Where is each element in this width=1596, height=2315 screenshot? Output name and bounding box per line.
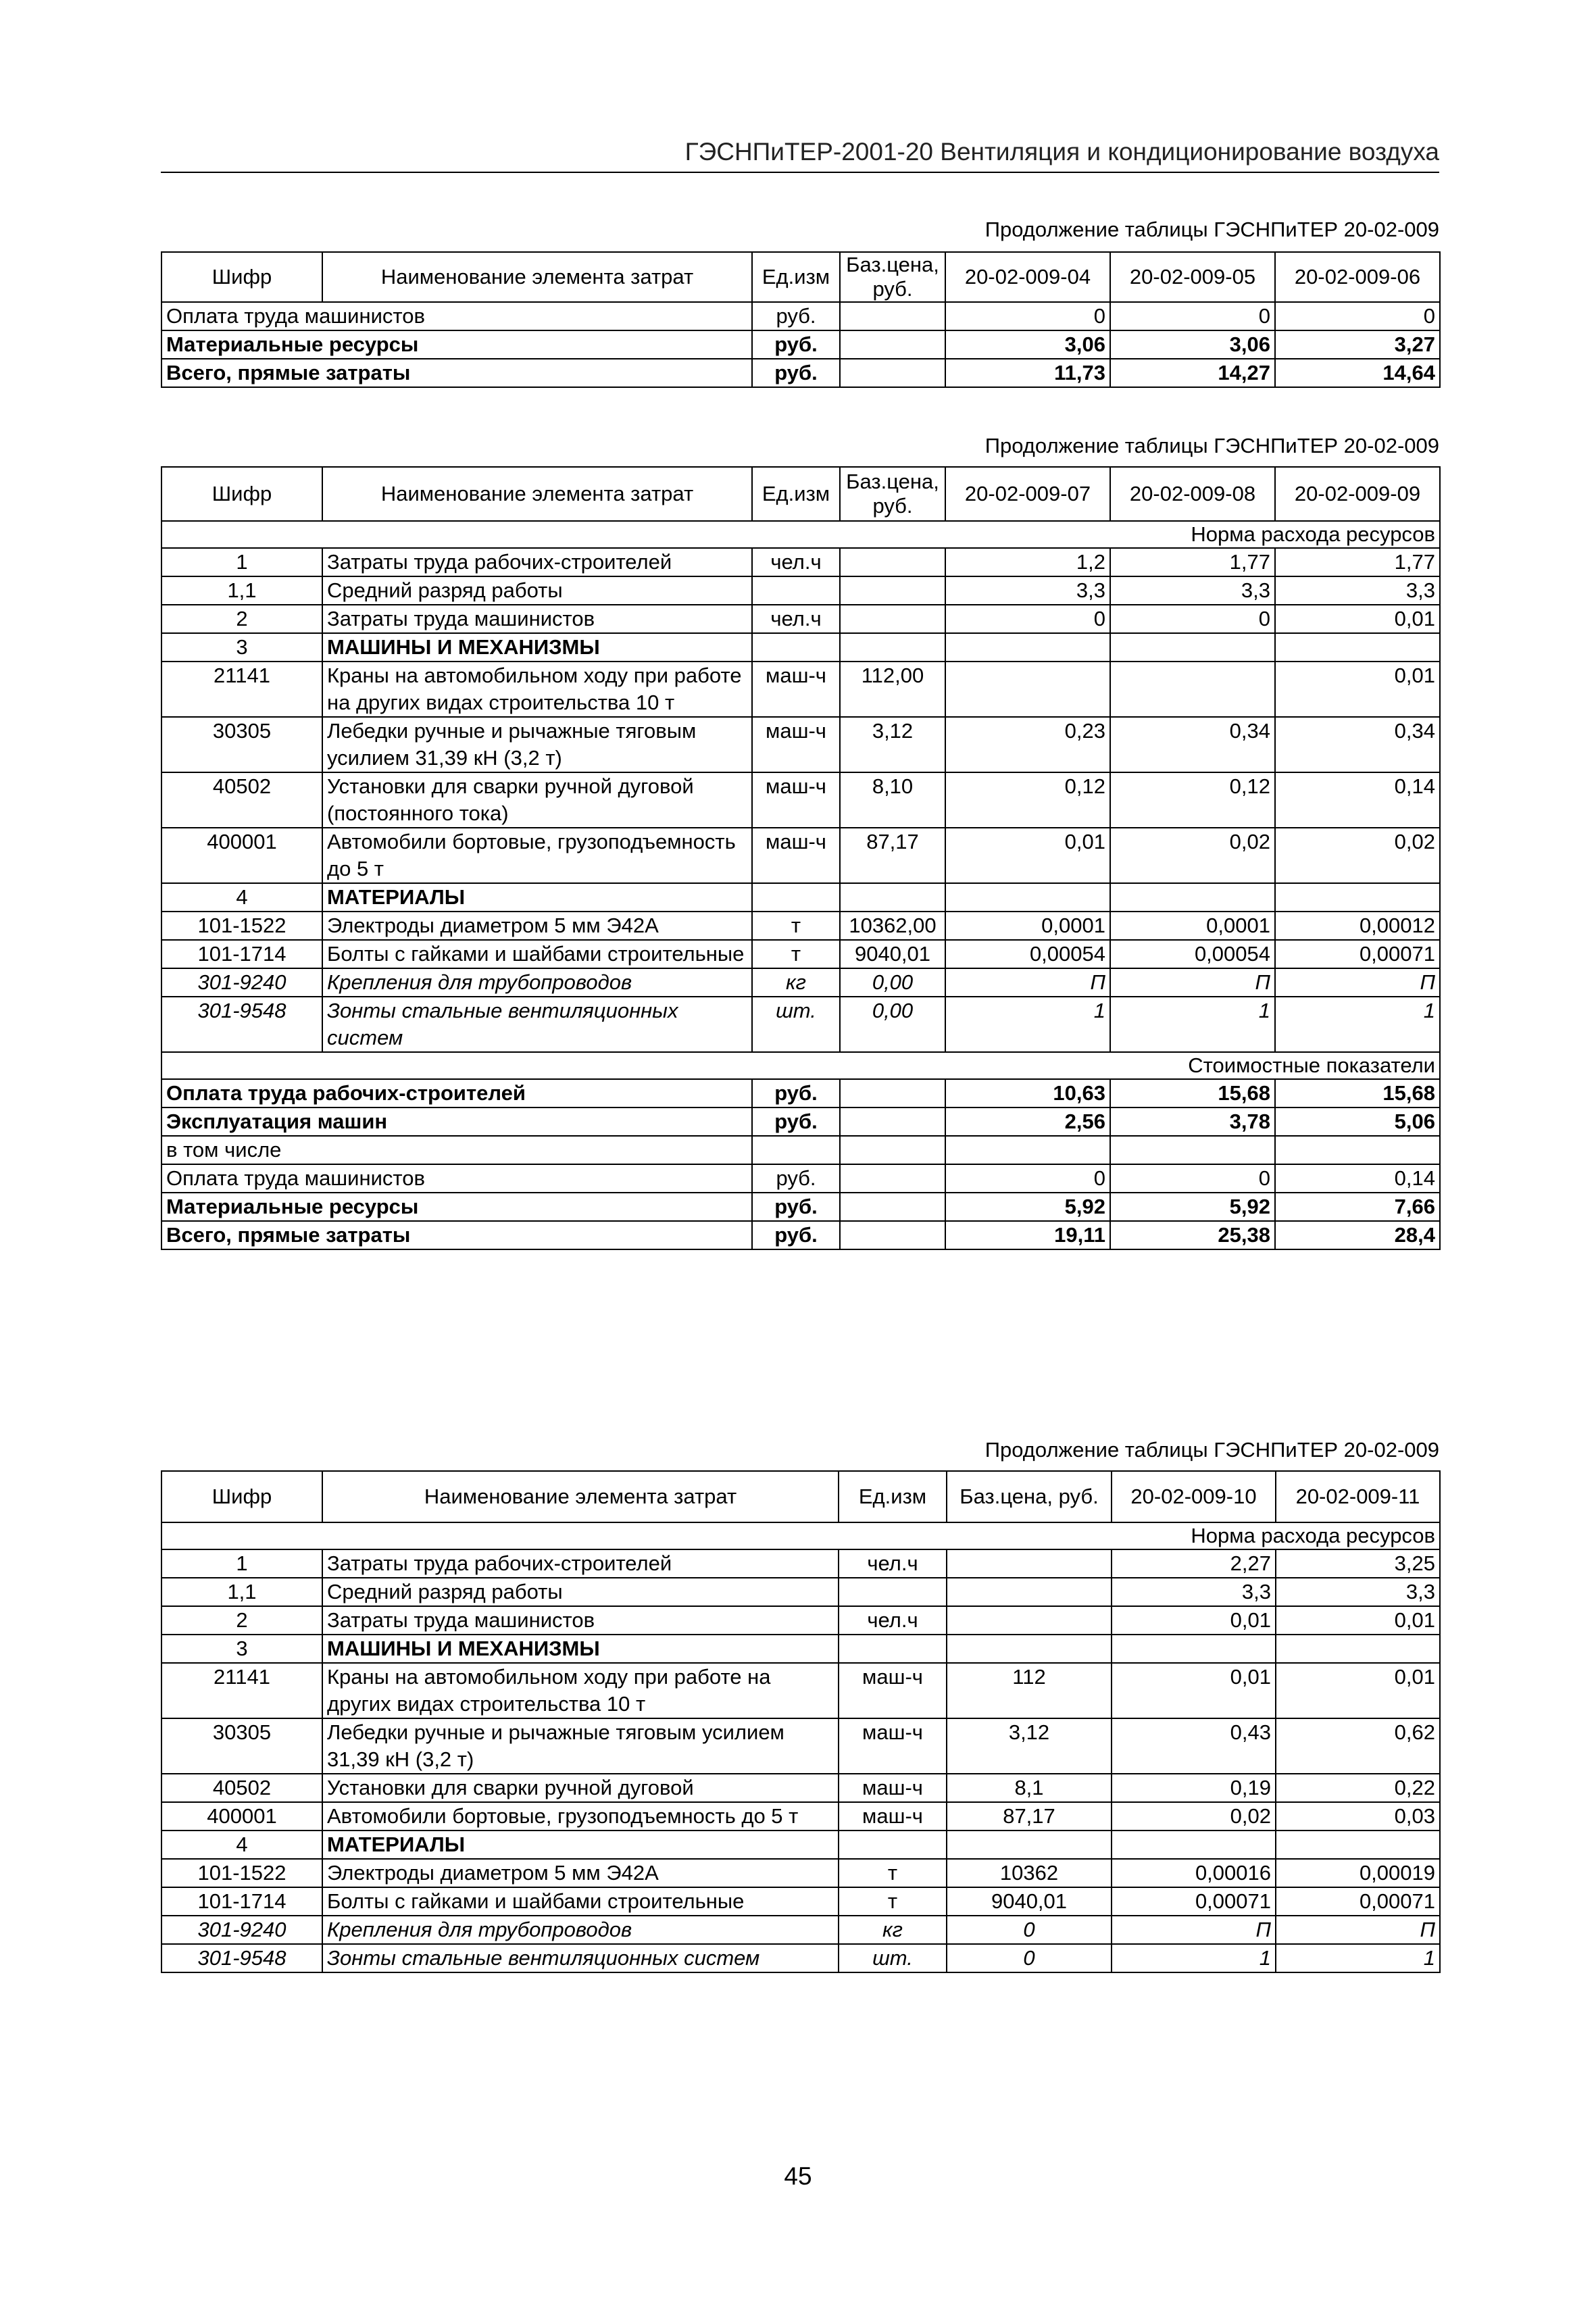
subheader-row — [161, 1052, 1440, 1079]
row-value — [945, 883, 1110, 912]
total-name: Эксплуатация машин — [161, 1107, 752, 1136]
total-row — [161, 1107, 1440, 1136]
row-code: 400001 — [161, 828, 322, 883]
row-value: 0,23 — [945, 717, 1110, 772]
row-price: 0,00 — [840, 997, 945, 1052]
row-code: 2 — [161, 605, 322, 633]
row-value: 3,25 — [1276, 1549, 1440, 1578]
row-value: 0,14 — [1275, 772, 1440, 828]
row-unit: маш-ч — [752, 717, 840, 772]
row-name: МАШИНЫ И МЕХАНИЗМЫ — [322, 1635, 839, 1663]
total-value: 15,68 — [1110, 1079, 1275, 1107]
row-value: 1,77 — [1110, 548, 1275, 576]
row-name: Средний разряд работы — [322, 576, 752, 605]
total-row — [161, 330, 1440, 359]
row-name: Крепления для трубопроводов — [322, 1916, 839, 1944]
total-value: 0,14 — [1275, 1164, 1440, 1193]
total-value: 3,27 — [1275, 330, 1440, 359]
row-value — [1110, 633, 1275, 662]
row-unit: маш-ч — [752, 662, 840, 717]
total-price — [840, 1079, 945, 1107]
row-name: Установки для сварки ручной дуговой (постоянного тока) — [322, 772, 752, 828]
row-code: 4 — [161, 883, 322, 912]
row-value — [1110, 883, 1275, 912]
table-row — [161, 1635, 1440, 1663]
table3-caption: Продолжение таблицы ГЭСНПиТЕР 20-02-009 — [984, 1438, 1439, 1462]
row-value: 0,01 — [1112, 1606, 1276, 1635]
row-price: 3,12 — [840, 717, 945, 772]
row-unit: маш-ч — [839, 1802, 947, 1831]
row-unit: т — [839, 1859, 947, 1887]
total-value: 14,64 — [1275, 359, 1440, 387]
total-row — [161, 1164, 1440, 1193]
total-row — [161, 1193, 1440, 1221]
row-name: Крепления для трубопроводов — [322, 968, 752, 997]
row-value: 0,00016 — [1112, 1859, 1276, 1887]
row-unit — [752, 576, 840, 605]
row-unit: маш-ч — [752, 772, 840, 828]
row-value: 0,01 — [1276, 1606, 1440, 1635]
row-value: 1 — [1110, 997, 1275, 1052]
table-header-row — [161, 467, 1440, 521]
row-value — [945, 633, 1110, 662]
row-value — [1112, 1831, 1276, 1859]
row-unit — [839, 1578, 947, 1606]
total-value: 3,06 — [945, 330, 1110, 359]
row-value: 0,01 — [1275, 662, 1440, 717]
cost-subheader: Стоимостные показатели — [161, 1052, 1440, 1079]
row-unit — [839, 1635, 947, 1663]
row-name: Затраты труда машинистов — [322, 605, 752, 633]
row-code: 30305 — [161, 1718, 322, 1774]
table-20-02-009-04-06 — [161, 251, 1441, 388]
row-value — [1275, 883, 1440, 912]
row-unit — [752, 633, 840, 662]
subheader-row — [161, 1522, 1440, 1549]
row-value: 0,34 — [1275, 717, 1440, 772]
row-value: 0,19 — [1112, 1774, 1276, 1802]
row-value — [945, 662, 1110, 717]
row-name: Зонты стальные вентиляционных систем — [322, 997, 752, 1052]
row-value: 1 — [1112, 1944, 1276, 1972]
row-value: 1 — [945, 997, 1110, 1052]
table-row — [161, 828, 1440, 883]
norm-subheader: Норма расхода ресурсов — [161, 1522, 1440, 1549]
row-unit: чел.ч — [752, 548, 840, 576]
row-unit: шт. — [839, 1944, 947, 1972]
row-name: Болты с гайками и шайбами строительные — [322, 1887, 839, 1916]
row-name: Автомобили бортовые, грузоподъемность до 5 т — [322, 1802, 839, 1831]
row-value: 1,77 — [1275, 548, 1440, 576]
total-row — [161, 1221, 1440, 1249]
row-unit: кг — [839, 1916, 947, 1944]
total-value: 15,68 — [1275, 1079, 1440, 1107]
table-row — [161, 1774, 1440, 1802]
column-header: 20-02-009-09 — [1275, 467, 1440, 521]
row-name: Затраты труда машинистов — [322, 1606, 839, 1635]
row-name: Краны на автомобильном ходу при работе на других видах строительства 10 т — [322, 662, 752, 717]
row-value: 0,43 — [1112, 1718, 1276, 1774]
total-value: 0 — [945, 1164, 1110, 1193]
total-price — [840, 359, 945, 387]
total-value: 28,4 — [1275, 1221, 1440, 1249]
row-name: Лебедки ручные и рычажные тяговым усилием 31,39 кН (3,2 т) — [322, 1718, 839, 1774]
row-price: 112,00 — [840, 662, 945, 717]
row-value: 3,3 — [1112, 1578, 1276, 1606]
row-code: 4 — [161, 1831, 322, 1859]
row-value: 0,0001 — [945, 912, 1110, 940]
row-code: 301-9240 — [161, 1916, 322, 1944]
row-value: 3,3 — [1275, 576, 1440, 605]
row-value — [1112, 1635, 1276, 1663]
row-value: 0,00071 — [1275, 940, 1440, 968]
table-20-02-009-07-09 — [161, 466, 1441, 1250]
row-value: 1 — [1275, 997, 1440, 1052]
total-name: Оплата труда машинистов — [161, 1164, 752, 1193]
row-code: 101-1714 — [161, 1887, 322, 1916]
row-name: МАШИНЫ И МЕХАНИЗМЫ — [322, 633, 752, 662]
table-row — [161, 1944, 1440, 1972]
row-value: 3,3 — [945, 576, 1110, 605]
table-row — [161, 1578, 1440, 1606]
row-price — [840, 883, 945, 912]
row-code: 301-9240 — [161, 968, 322, 997]
total-price — [840, 1193, 945, 1221]
total-price — [840, 1164, 945, 1193]
total-value: 19,11 — [945, 1221, 1110, 1249]
row-name: Зонты стальные вентиляционных систем — [322, 1944, 839, 1972]
row-unit: чел.ч — [752, 605, 840, 633]
total-value — [945, 1136, 1110, 1164]
total-name: Материальные ресурсы — [161, 330, 752, 359]
row-name: Электроды диаметром 5 мм Э42А — [322, 1859, 839, 1887]
row-code: 40502 — [161, 772, 322, 828]
total-unit: руб. — [752, 1107, 840, 1136]
row-code: 101-1522 — [161, 912, 322, 940]
total-value — [1110, 1136, 1275, 1164]
total-unit: руб. — [752, 359, 840, 387]
row-code: 101-1522 — [161, 1859, 322, 1887]
total-value: 5,06 — [1275, 1107, 1440, 1136]
total-value: 0 — [1110, 302, 1275, 330]
table-row — [161, 576, 1440, 605]
column-header: 20-02-009-10 — [1112, 1471, 1276, 1522]
row-value: 0,00019 — [1276, 1859, 1440, 1887]
total-row — [161, 302, 1440, 330]
row-value: 0,12 — [1110, 772, 1275, 828]
row-price: 9040,01 — [840, 940, 945, 968]
row-value: 0,0001 — [1110, 912, 1275, 940]
table-row — [161, 1831, 1440, 1859]
column-header: 20-02-009-11 — [1276, 1471, 1440, 1522]
total-value: 10,63 — [945, 1079, 1110, 1107]
row-name: Затраты труда рабочих-строителей — [322, 1549, 839, 1578]
total-name: Всего, прямые затраты — [161, 1221, 752, 1249]
row-price — [840, 605, 945, 633]
row-unit: т — [839, 1887, 947, 1916]
total-value: 0 — [1110, 1164, 1275, 1193]
row-price — [947, 1635, 1112, 1663]
total-value: 3,78 — [1110, 1107, 1275, 1136]
row-price — [840, 548, 945, 576]
row-price: 112 — [947, 1663, 1112, 1718]
row-value: 0,02 — [1112, 1802, 1276, 1831]
row-unit: чел.ч — [839, 1606, 947, 1635]
total-value: 0 — [945, 302, 1110, 330]
row-unit: чел.ч — [839, 1549, 947, 1578]
total-unit: руб. — [752, 1079, 840, 1107]
row-value: 0,00054 — [1110, 940, 1275, 968]
total-name: Материальные ресурсы — [161, 1193, 752, 1221]
row-value — [1275, 633, 1440, 662]
total-unit: руб. — [752, 1164, 840, 1193]
row-value: 0,02 — [1275, 828, 1440, 883]
row-unit: т — [752, 912, 840, 940]
column-header: 20-02-009-08 — [1110, 467, 1275, 521]
total-value: 5,92 — [1110, 1193, 1275, 1221]
table-row — [161, 717, 1440, 772]
column-header: Наименование элемента затрат — [322, 467, 752, 521]
row-name: Болты с гайками и шайбами строительные — [322, 940, 752, 968]
column-header: Баз.цена, руб. — [840, 252, 945, 302]
total-price — [840, 1107, 945, 1136]
row-price: 8,1 — [947, 1774, 1112, 1802]
row-code: 3 — [161, 633, 322, 662]
table-row — [161, 912, 1440, 940]
row-price — [947, 1831, 1112, 1859]
total-value: 5,92 — [945, 1193, 1110, 1221]
row-value: 0,00071 — [1112, 1887, 1276, 1916]
row-price — [947, 1578, 1112, 1606]
column-header: Шифр — [161, 1471, 322, 1522]
row-value: 0,02 — [1110, 828, 1275, 883]
table-row — [161, 1916, 1440, 1944]
table-row — [161, 968, 1440, 997]
row-price — [840, 633, 945, 662]
table2-caption: Продолжение таблицы ГЭСНПиТЕР 20-02-009 — [984, 434, 1439, 457]
total-unit: руб. — [752, 302, 840, 330]
table-header-row — [161, 1471, 1440, 1522]
table-header-row — [161, 252, 1440, 302]
total-value: 2,56 — [945, 1107, 1110, 1136]
row-name: МАТЕРИАЛЫ — [322, 883, 752, 912]
row-code: 3 — [161, 1635, 322, 1663]
row-code: 1 — [161, 548, 322, 576]
row-value — [1276, 1635, 1440, 1663]
total-price — [840, 330, 945, 359]
table-row — [161, 772, 1440, 828]
row-value: 0 — [945, 605, 1110, 633]
row-value: 0 — [1110, 605, 1275, 633]
row-value: 1,2 — [945, 548, 1110, 576]
total-unit: руб. — [752, 330, 840, 359]
row-value: 0,12 — [945, 772, 1110, 828]
total-value: 0 — [1275, 302, 1440, 330]
table-row — [161, 662, 1440, 717]
column-header: 20-02-009-05 — [1110, 252, 1275, 302]
row-value: 0,01 — [945, 828, 1110, 883]
table-row — [161, 883, 1440, 912]
norm-subheader: Норма расхода ресурсов — [161, 521, 1440, 548]
row-price — [947, 1549, 1112, 1578]
total-unit: руб. — [752, 1193, 840, 1221]
total-unit: руб. — [752, 1221, 840, 1249]
row-name: МАТЕРИАЛЫ — [322, 1831, 839, 1859]
row-code: 1,1 — [161, 576, 322, 605]
row-value: 0,34 — [1110, 717, 1275, 772]
table-row — [161, 940, 1440, 968]
row-unit: маш-ч — [839, 1718, 947, 1774]
row-unit: шт. — [752, 997, 840, 1052]
row-price: 87,17 — [947, 1802, 1112, 1831]
column-header: Шифр — [161, 467, 322, 521]
table1-caption: Продолжение таблицы ГЭСНПиТЕР 20-02-009 — [984, 218, 1439, 241]
row-code: 101-1714 — [161, 940, 322, 968]
table-row — [161, 1802, 1440, 1831]
total-price — [840, 1136, 945, 1164]
table-row — [161, 1718, 1440, 1774]
row-name: Краны на автомобильном ходу при работе на других видах строительства 10 т — [322, 1663, 839, 1718]
table-row — [161, 633, 1440, 662]
column-header: 20-02-009-04 — [945, 252, 1110, 302]
subheader-row — [161, 521, 1440, 548]
running-header: ГЭСНПиТЕР-2001-20 Вентиляция и кондиционирование воздуха — [161, 132, 1439, 173]
row-value: 2,27 — [1112, 1549, 1276, 1578]
row-value: П — [1112, 1916, 1276, 1944]
table-20-02-009-10-11 — [161, 1470, 1441, 1973]
row-value: 0,01 — [1276, 1663, 1440, 1718]
row-unit: т — [752, 940, 840, 968]
row-name: Лебедки ручные и рычажные тяговым усилием 31,39 кН (3,2 т) — [322, 717, 752, 772]
column-header: 20-02-009-06 — [1275, 252, 1440, 302]
total-row — [161, 1136, 1440, 1164]
total-name: Всего, прямые затраты — [161, 359, 752, 387]
column-header: Ед.изм — [839, 1471, 947, 1522]
row-code: 21141 — [161, 662, 322, 717]
total-price — [840, 1221, 945, 1249]
column-header: Шифр — [161, 252, 322, 302]
row-price — [947, 1606, 1112, 1635]
row-price: 9040,01 — [947, 1887, 1112, 1916]
table-row — [161, 1887, 1440, 1916]
row-price: 3,12 — [947, 1718, 1112, 1774]
row-unit: кг — [752, 968, 840, 997]
table-row — [161, 1663, 1440, 1718]
total-value: 3,06 — [1110, 330, 1275, 359]
column-header: Баз.цена, руб. — [947, 1471, 1112, 1522]
row-value — [1276, 1831, 1440, 1859]
row-name: Автомобили бортовые, грузоподъемность до 5 т — [322, 828, 752, 883]
row-code: 40502 — [161, 1774, 322, 1802]
total-row — [161, 359, 1440, 387]
total-name: Оплата труда машинистов — [161, 302, 752, 330]
table-row — [161, 997, 1440, 1052]
row-code: 30305 — [161, 717, 322, 772]
total-value — [1275, 1136, 1440, 1164]
row-name: Средний разряд работы — [322, 1578, 839, 1606]
row-price: 10362,00 — [840, 912, 945, 940]
table-row — [161, 1606, 1440, 1635]
table-row — [161, 1859, 1440, 1887]
row-unit: маш-ч — [752, 828, 840, 883]
row-name: Затраты труда рабочих-строителей — [322, 548, 752, 576]
row-value: П — [1110, 968, 1275, 997]
row-value: 0,22 — [1276, 1774, 1440, 1802]
row-value: 0,00054 — [945, 940, 1110, 968]
row-code: 1,1 — [161, 1578, 322, 1606]
total-value: 14,27 — [1110, 359, 1275, 387]
page-number: 45 — [784, 2162, 812, 2190]
total-value: 11,73 — [945, 359, 1110, 387]
total-price — [840, 302, 945, 330]
column-header: Наименование элемента затрат — [322, 1471, 839, 1522]
row-value: 3,3 — [1110, 576, 1275, 605]
row-value: 3,3 — [1276, 1578, 1440, 1606]
row-name: Электроды диаметром 5 мм Э42А — [322, 912, 752, 940]
column-header: Ед.изм — [752, 467, 840, 521]
total-row — [161, 1079, 1440, 1107]
row-price: 0 — [947, 1944, 1112, 1972]
row-value: П — [1276, 1916, 1440, 1944]
row-value: 1 — [1276, 1944, 1440, 1972]
column-header: 20-02-009-07 — [945, 467, 1110, 521]
total-name: в том числе — [161, 1136, 752, 1164]
row-price: 0 — [947, 1916, 1112, 1944]
row-price: 0,00 — [840, 968, 945, 997]
row-name: Установки для сварки ручной дуговой — [322, 1774, 839, 1802]
row-price — [840, 576, 945, 605]
row-code: 2 — [161, 1606, 322, 1635]
total-unit — [752, 1136, 840, 1164]
row-value — [1110, 662, 1275, 717]
column-header: Наименование элемента затрат — [322, 252, 752, 302]
row-code: 301-9548 — [161, 997, 322, 1052]
row-value: П — [1275, 968, 1440, 997]
row-unit: маш-ч — [839, 1774, 947, 1802]
table-row — [161, 605, 1440, 633]
row-code: 1 — [161, 1549, 322, 1578]
table-row — [161, 548, 1440, 576]
row-value: 0,00071 — [1276, 1887, 1440, 1916]
total-name: Оплата труда рабочих-строителей — [161, 1079, 752, 1107]
row-value: 0,62 — [1276, 1718, 1440, 1774]
row-value: П — [945, 968, 1110, 997]
row-value: 0,01 — [1112, 1663, 1276, 1718]
row-value: 0,03 — [1276, 1802, 1440, 1831]
table-row — [161, 1549, 1440, 1578]
row-unit — [752, 883, 840, 912]
row-unit — [839, 1831, 947, 1859]
row-value: 0,00012 — [1275, 912, 1440, 940]
column-header: Ед.изм — [752, 252, 840, 302]
total-value: 25,38 — [1110, 1221, 1275, 1249]
row-code: 301-9548 — [161, 1944, 322, 1972]
row-unit: маш-ч — [839, 1663, 947, 1718]
total-value: 7,66 — [1275, 1193, 1440, 1221]
row-price: 87,17 — [840, 828, 945, 883]
row-code: 21141 — [161, 1663, 322, 1718]
row-value: 0,01 — [1275, 605, 1440, 633]
column-header: Баз.цена, руб. — [840, 467, 945, 521]
row-price: 8,10 — [840, 772, 945, 828]
row-price: 10362 — [947, 1859, 1112, 1887]
row-code: 400001 — [161, 1802, 322, 1831]
